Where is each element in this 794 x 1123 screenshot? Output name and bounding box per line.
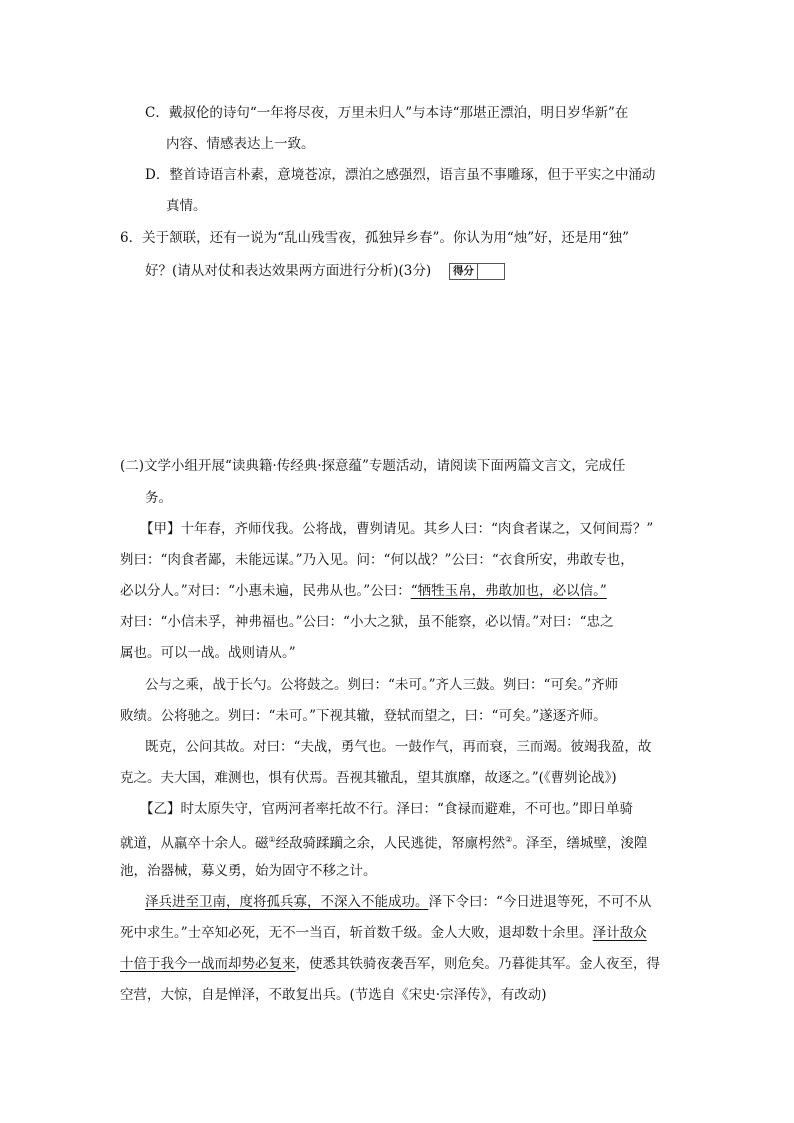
yi-line2-b: 经敌骑蹂躏之余，人民逃徙，帑廪枵然: [275, 835, 506, 852]
jia-p2-line1: 公与之乘，战于长勺。公将鼓之。刿曰：“未可。”齐人三鼓。刿曰：“可矣。”齐师: [145, 677, 619, 693]
section-2-intro-line2: 务。: [145, 490, 172, 506]
jia-line3-text: 必以分人。”对曰：“小惠未遍，民弗从也。”公曰：: [120, 583, 411, 599]
option-d-line1: D．整首诗语言朴素，意境苍凉，漂泊之感强烈，语言虽不事雕琢，但于平实之中涌动: [145, 167, 656, 183]
yi-p2-line3: [120, 954, 660, 974]
yi-p2-line4: 空营，大惊，自是惮泽，不敢复出兵。(节选自《宋史·宗泽传》，有改动): [120, 987, 547, 1003]
jia-p2-line2: 败绩。公将驰之。刿曰：“未可。”下视其辙，登轼而望之，曰：“可矣。”遂逐齐师。: [120, 708, 607, 724]
yi-p2-line1-text: 泽下令曰：“今日进退等死，不可不从: [428, 894, 652, 910]
yi-p2-line1: [145, 892, 651, 912]
option-c-line1: C．戴叔伦的诗句“一年将尽夜，万里未归人”与本诗“那堪正漂泊，明日岁华新”在: [145, 105, 629, 121]
yi-p2-line2: [120, 923, 647, 943]
yi-line3: 池，治器械，募义勇，始为固守不移之计。: [120, 863, 377, 879]
jia-underlined-sentence: “牺牲玉帛，弗敢加也，必以信。”: [410, 583, 607, 599]
footnote-marker-1: ①: [268, 835, 276, 844]
yi-underlined-sentence-2a: 泽计敌众: [592, 925, 647, 941]
jia-line1: 【甲】十年春，齐师伐我。公将战，曹刿请见。其乡人曰：“肉食者谋之，又何间焉？”: [140, 521, 654, 537]
yi-line2-c: 。泽至，缮城壁，浚隍: [512, 835, 648, 852]
score-blank[interactable]: [478, 264, 504, 279]
question-6-line1: 6．关于颔联，还有一说为“乱山残雪夜，孤独异乡春”。你认为用“烛”好，还是用“独”: [120, 230, 629, 246]
yi-p2-line3-text: ，使悉其铁骑夜袭吾军，则危矣。乃暮徙其军。金人夜至，得: [295, 956, 660, 972]
section-2-intro-line1: (二)文学小组开展“读典籍·传经典·探意蕴”专题活动，请阅读下面两篇文言文，完成任: [120, 458, 626, 474]
jia-line3: [120, 581, 607, 601]
score-label: 得分: [450, 264, 478, 279]
score-box[interactable]: [449, 263, 505, 280]
jia-line4: 对曰：“小信未孚，神弗福也。”公曰：“小大之狱，虽不能察，必以情。”对曰：“忠之: [120, 614, 614, 630]
yi-line1: 【乙】时太原失守，官两河者率托故不行。泽曰：“食禄而避难，不可也。”即日单骑: [140, 801, 634, 817]
jia-line2: 刿曰：“肉食者鄙，未能远谋。”乃入见。问：“何以战？”公曰：“衣食所安，弗敢专也，: [120, 552, 634, 568]
option-d-line2: 真情。: [166, 198, 207, 214]
yi-line2: [120, 830, 647, 854]
yi-underlined-sentence-2b: 十倍于我今一战而却势必复来: [120, 956, 296, 972]
question-6-line2: 好？(请从对仗和表达效果两方面进行分析)(3分): [145, 263, 432, 279]
yi-line2-a: 就道，从羸卒十余人。磁: [120, 835, 269, 852]
jia-p3-line1: 既克，公问其故。对曰：“夫战，勇气也。一鼓作气，再而衰，三而竭。彼竭我盈，故: [145, 739, 652, 755]
yi-p2-line2-text: 死中求生。”士卒知必死，无不一当百，斩首数千级。金人大败，退却数十余里。: [120, 925, 593, 941]
jia-p3-line2: 克之。夫大国，难测也，惧有伏焉。吾视其辙乱，望其旗靡，故逐之。”(《曹刿论战》): [120, 770, 617, 786]
yi-underlined-sentence-1: 泽兵进至卫南，度将孤兵寡，不深入不能成功。: [145, 894, 429, 910]
footnote-marker-2: ②: [505, 835, 513, 844]
jia-line5: 属也。可以一战。战则请从。”: [120, 645, 296, 661]
option-c-line2: 内容、情感表达上一致。: [166, 136, 315, 152]
